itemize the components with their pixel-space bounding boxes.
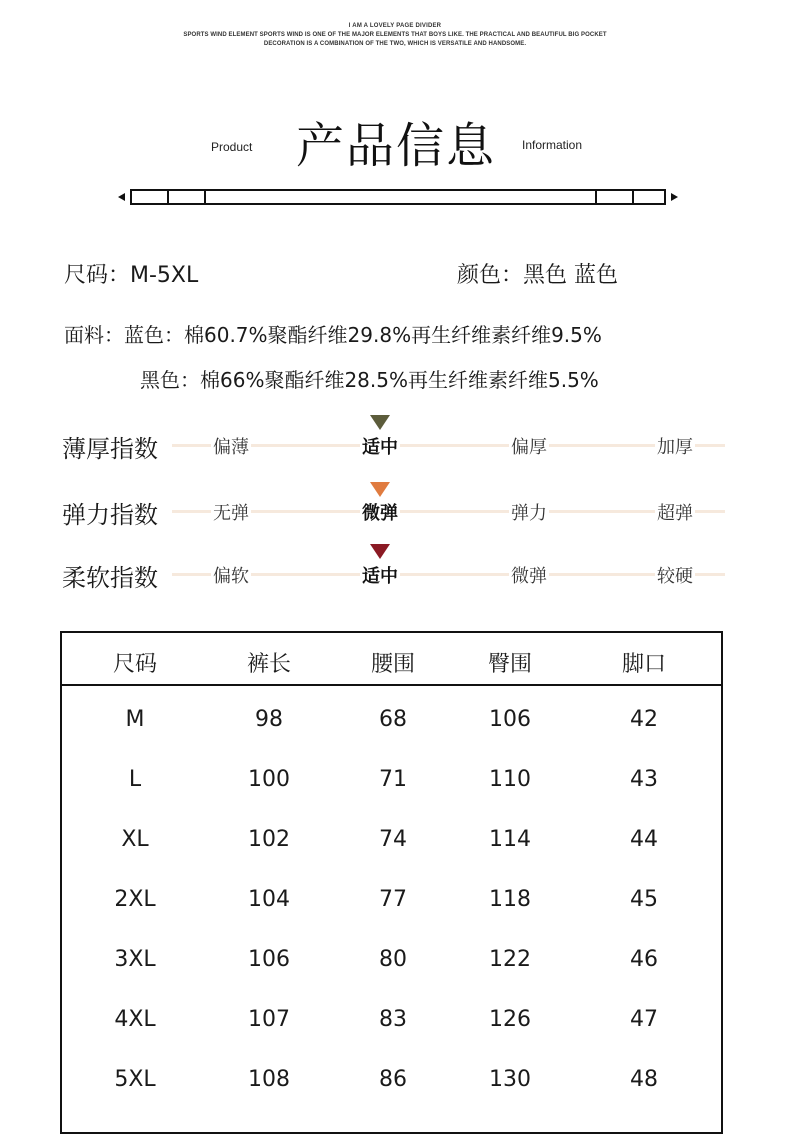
index-option: 加厚	[655, 433, 695, 459]
index-option: 偏软	[211, 562, 251, 588]
table-cell: 68	[379, 707, 407, 732]
index-option: 超弹	[655, 499, 695, 525]
index-track	[172, 510, 725, 513]
table-cell: 86	[379, 1067, 407, 1092]
table-cell: 48	[630, 1067, 658, 1092]
table-cell: 4XL	[114, 1007, 156, 1032]
table-cell: 2XL	[114, 887, 156, 912]
table-cell: 83	[379, 1007, 407, 1032]
index-option: 无弹	[211, 499, 251, 525]
table-cell: XL	[121, 827, 149, 852]
fabric-black: 黑色：棉66%聚酯纤维28.5%再生纤维素纤维5.5%	[140, 368, 599, 392]
table-header-row	[62, 633, 721, 686]
table-cell: 77	[379, 887, 407, 912]
table-header-cell: 腰围	[370, 652, 416, 677]
table-cell: 47	[630, 1007, 658, 1032]
table-cell: 45	[630, 887, 658, 912]
index-option: 偏厚	[509, 433, 549, 459]
divider-description-line-2: DECORATION IS A COMBINATION OF THE TWO, WHICH IS VERSATILE AND HANDSOME.	[263, 41, 527, 47]
table-cell: 3XL	[114, 947, 156, 972]
table-cell: 42	[630, 707, 658, 732]
arrow-left-icon	[118, 193, 125, 201]
table-cell: 5XL	[114, 1067, 156, 1092]
table-cell: 110	[489, 767, 531, 792]
table-header-cell: 尺码	[112, 652, 158, 677]
table-cell: 104	[248, 887, 290, 912]
table-header-cell: 裤长	[246, 652, 292, 677]
table-cell: 122	[489, 947, 531, 972]
table-cell: 130	[489, 1067, 531, 1092]
page-title: 产品信息	[296, 118, 497, 174]
table-row	[62, 947, 721, 1007]
index-option: 适中	[360, 562, 400, 588]
selected-marker-icon	[370, 415, 390, 430]
table-cell: 46	[630, 947, 658, 972]
selected-marker-icon	[370, 482, 390, 497]
table-row	[62, 707, 721, 767]
table-cell: L	[128, 767, 142, 792]
table-row	[62, 1067, 721, 1127]
color-options: 颜色：黑色 蓝色	[457, 263, 618, 288]
index-label: 薄厚指数	[62, 435, 158, 463]
table-cell: 44	[630, 827, 658, 852]
table-cell: 108	[248, 1067, 290, 1092]
selected-marker-icon	[370, 544, 390, 559]
table-row	[62, 827, 721, 887]
index-row	[0, 554, 790, 594]
divider-caption: I AM A LOVELY PAGE DIVIDER	[348, 23, 442, 29]
information-label: Information	[522, 138, 583, 152]
table-header-cell: 臀围	[487, 652, 533, 677]
table-cell: 80	[379, 947, 407, 972]
table-cell: 98	[255, 707, 283, 732]
table-cell: 126	[489, 1007, 531, 1032]
table-cell: 74	[379, 827, 407, 852]
table-row	[62, 887, 721, 947]
table-row	[62, 767, 721, 827]
index-row	[0, 425, 790, 465]
index-option: 较硬	[655, 562, 695, 588]
size-range: 尺码：M-5XL	[64, 263, 199, 288]
table-cell: 114	[489, 827, 531, 852]
product-label: Product	[211, 140, 253, 154]
index-label: 弹力指数	[62, 501, 158, 529]
table-cell: 118	[489, 887, 531, 912]
index-row	[0, 491, 790, 531]
table-cell: 106	[248, 947, 290, 972]
index-option: 微弹	[509, 562, 549, 588]
table-cell: 71	[379, 767, 407, 792]
arrow-right-icon	[671, 193, 678, 201]
index-track	[172, 444, 725, 447]
title-divider-bar	[130, 189, 666, 205]
divider-description-line-1: SPORTS WIND ELEMENT SPORTS WIND IS ONE OF THE MAJOR ELEMENTS THAT BOYS LIKE. THE PRACTICAL AND BEAUTIFUL BIG POCKET	[183, 32, 607, 38]
table-header-cell: 脚口	[621, 652, 667, 677]
table-cell: 106	[489, 707, 531, 732]
table-cell: 100	[248, 767, 290, 792]
table-cell: 107	[248, 1007, 290, 1032]
table-cell: M	[125, 707, 145, 732]
index-option: 适中	[360, 433, 400, 459]
table-row	[62, 1007, 721, 1067]
size-table	[60, 631, 723, 1134]
fabric-blue: 面料：蓝色：棉60.7%聚酯纤维29.8%再生纤维素纤维9.5%	[64, 323, 602, 347]
index-option: 偏薄	[211, 433, 251, 459]
index-label: 柔软指数	[62, 564, 158, 592]
table-cell: 102	[248, 827, 290, 852]
index-option: 微弹	[360, 499, 400, 525]
index-track	[172, 573, 725, 576]
table-cell: 43	[630, 767, 658, 792]
index-option: 弹力	[509, 499, 549, 525]
